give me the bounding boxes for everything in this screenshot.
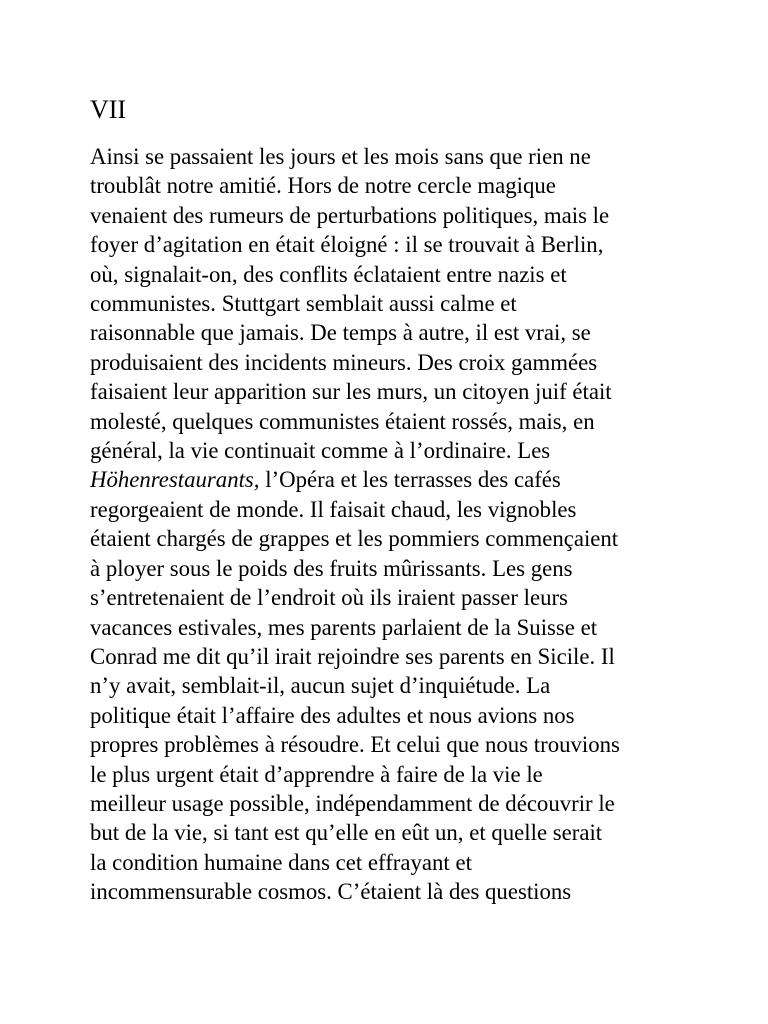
- text-line-18: Conrad me dit qu’il irait rejoindre ses parents en Sicile. Il: [90, 643, 615, 669]
- text-line-25: la condition humaine dans cet effrayant et: [90, 849, 472, 875]
- italic-term: Höhenrestaurants,: [90, 467, 260, 493]
- text-line-16: s’entretenaient de l’endroit où ils iraient passer leurs: [90, 585, 568, 611]
- text-line-22: le plus urgent était d’apprendre à faire de la vie le: [90, 761, 543, 787]
- text-line-12: [90, 465, 730, 494]
- text-line-4: foyer d’agitation en était éloigné : il se trouvait à Berlin,: [90, 232, 604, 258]
- body-paragraph: [90, 142, 730, 907]
- text-line-19: n’y avait, semblait-il, aucun sujet d’inquiétude. La: [90, 673, 551, 699]
- text-line-2: troublât notre amitié. Hors de notre cercle magique: [90, 173, 556, 199]
- chapter-heading: VII: [90, 95, 127, 124]
- text-line-1: Ainsi se passaient les jours et les mois sans que rien ne: [90, 144, 591, 169]
- text-line-24: but de la vie, si tant est qu’elle en eût un, et quelle serait: [90, 820, 603, 846]
- text-line-5: où, signalait-on, des conflits éclataient entre nazis et: [90, 261, 567, 287]
- text-line-3: venaient des rumeurs de perturbations politiques, mais le: [90, 202, 610, 228]
- text-line-15: à ployer sous le poids des fruits mûrissants. Les gens: [90, 555, 573, 581]
- text-line-23: meilleur usage possible, indépendamment de découvrir le: [90, 790, 615, 816]
- text-line-11: général, la vie continuait comme à l’ordinaire. Les: [90, 438, 551, 464]
- text-line-26: incommensurable cosmos. C’étaient là des questions: [90, 879, 572, 905]
- text-line-10: molesté, quelques communistes étaient rossés, mais, en: [90, 408, 595, 434]
- text-line-12-rest: l’Opéra et les terrasses des cafés: [259, 467, 561, 493]
- text-line-9: faisaient leur apparition sur les murs, un citoyen juif était: [90, 379, 612, 405]
- text-line-6: communistes. Stuttgart semblait aussi calme et: [90, 291, 517, 317]
- text-line-21: propres problèmes à résoudre. Et celui que nous trouvions: [90, 732, 620, 758]
- text-line-20: politique était l’affaire des adultes et nous avions nos: [90, 702, 575, 728]
- text-line-7: raisonnable que jamais. De temps à autre, il est vrai, se: [90, 320, 591, 346]
- text-line-14: étaient chargés de grappes et les pommiers commençaient: [90, 526, 619, 552]
- text-line-8: produisaient des incidents mineurs. Des croix gammées: [90, 349, 598, 375]
- text-line-13: regorgeaient de monde. Il faisait chaud, les vignobles: [90, 496, 577, 522]
- text-line-17: vacances estivales, mes parents parlaient de la Suisse et: [90, 614, 598, 640]
